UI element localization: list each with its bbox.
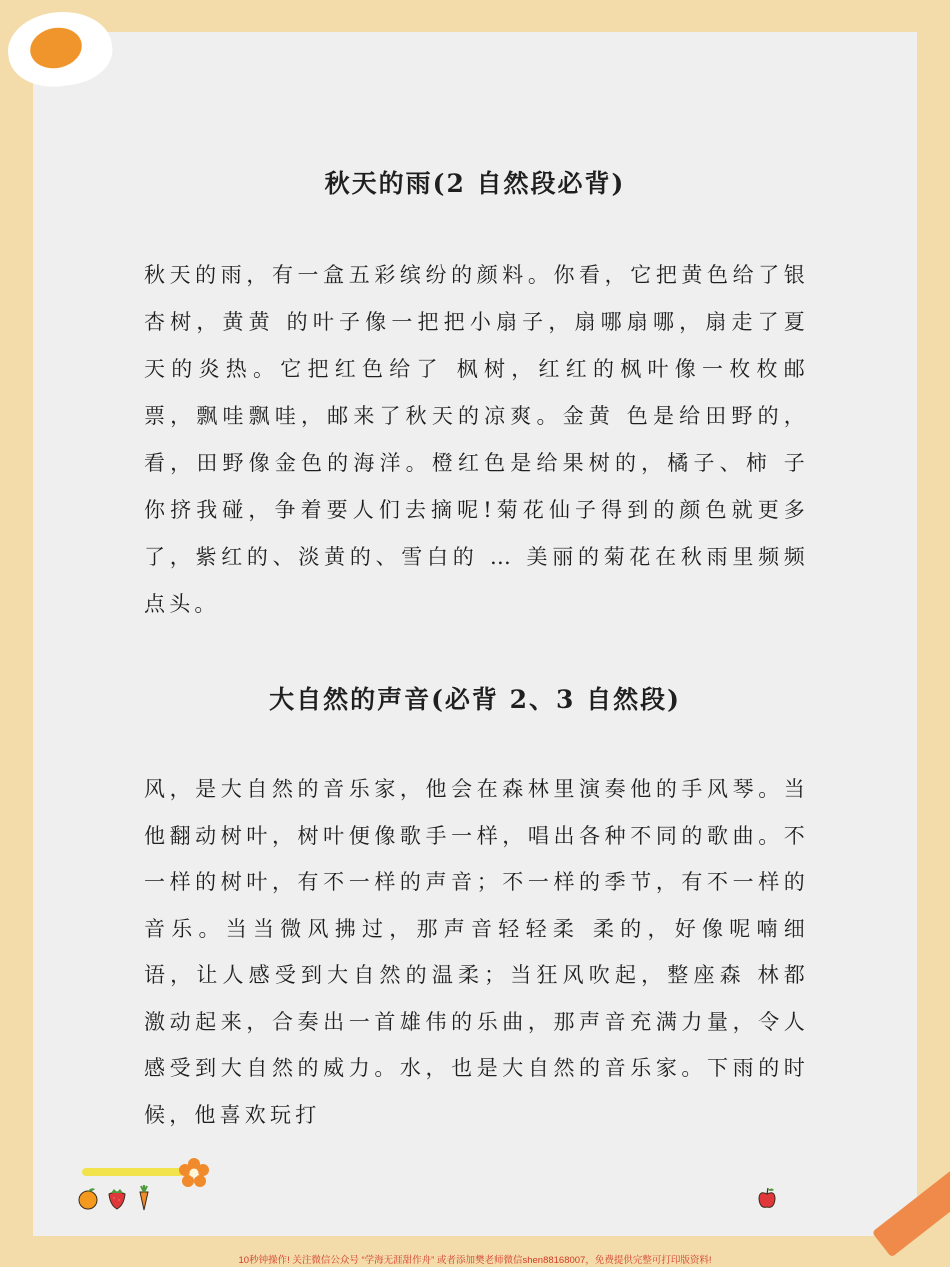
carrot-icon bbox=[132, 1185, 156, 1211]
section1-body: 秋天的雨，有一盒五彩缤纷的颜料。你看，它把黄色给了银杏树，黄黄 的叶子像一把把小扇子，扇哪扇哪，扇走了夏天的炎热。它把红色给了 枫树，红红的枫叶像一枚枚邮票，飘哇飘哇，邮来了秋天的凉爽。金黄 色是给田野的，看，田野像金色的海洋。橙红色是给果树的，橘子、柿 子你挤我碰，争着要人们去摘呢!菊花仙子得到的颜色就更多了，紫红的、淡黄的、雪白的 … 美丽的菊花在秋雨里频频点头。 bbox=[144, 263, 809, 616]
decor-yellow-bar bbox=[82, 1168, 184, 1176]
strawberry-icon bbox=[105, 1185, 129, 1211]
apple-icon bbox=[755, 1185, 779, 1211]
section1-title: 秋天的雨(2 自然段必背) bbox=[324, 169, 626, 198]
flower-icon bbox=[178, 1157, 210, 1189]
section2-title: 大自然的声音(必背 2、3 自然段) bbox=[269, 685, 681, 714]
section2-body: 风，是大自然的音乐家，他会在森林里演奏他的手风琴。当他翻动树叶，树叶便像歌手一样，唱出各种不同的歌曲。不一样的树叶，有不一样的声音；不一样的季节，有不一样的音乐。当当微风拂过，那声音轻轻柔 柔的，好像呢喃细语，让人感受到大自然的温柔；当狂风吹起，整座森 林都激动起来，合奏出一首雄伟的乐曲，那声音充满力量，令人感受到大自然的威力。水，也是大自然的音乐家。下雨的时候，他喜欢玩打 bbox=[144, 777, 809, 1127]
orange-icon bbox=[76, 1185, 100, 1211]
footer-note: 10秒钟操作! 关注微信公众号 “学海无涯甜作舟” 或者添加樊老师微信shen88168007，免费提供完整可打印版资料! bbox=[238, 1255, 712, 1266]
